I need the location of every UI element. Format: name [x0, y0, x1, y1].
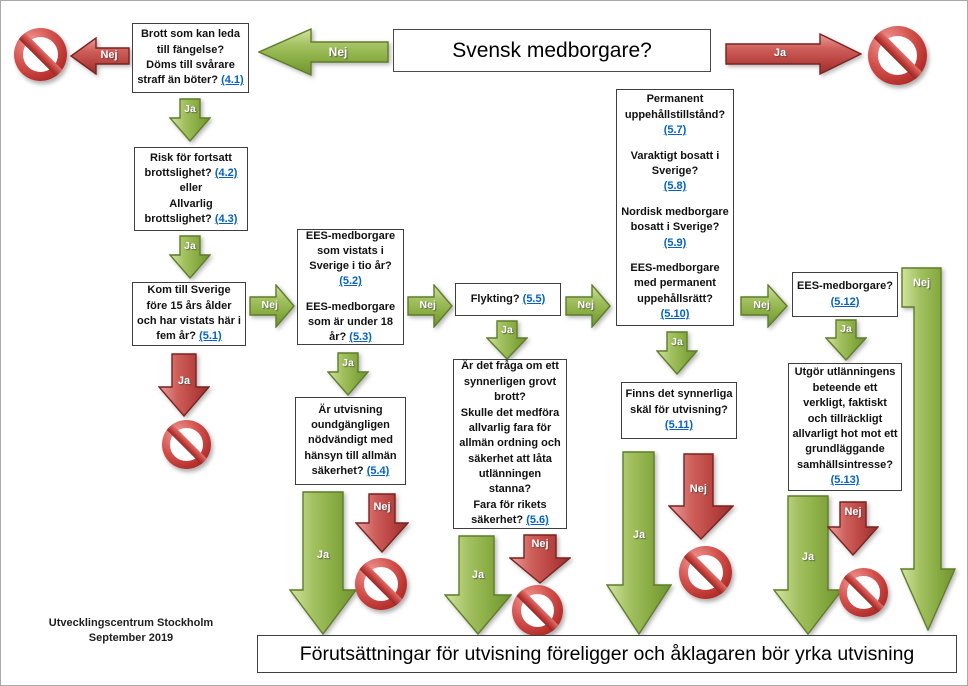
arrow-shape: [355, 493, 409, 553]
no-entry-icon: [162, 420, 211, 469]
question-text: EES-medborgare som vistats i Sverige i tio år?: [305, 229, 396, 273]
question-text: Döms till svårare straff än böter?: [137, 59, 235, 87]
credit-line-1: Utvecklingscentrum Stockholm: [48, 617, 214, 629]
arrow-shape: [509, 534, 571, 584]
arrow-shape: [900, 267, 957, 631]
question-text: EES-medborgare?: [797, 280, 893, 293]
question-text: Finns det synnerliga skäl för utvisning?: [625, 388, 733, 416]
ref-link-5-7[interactable]: (5.7): [663, 124, 687, 137]
question-text: Skulle det medföra allvarlig fara för allmän ordning och säkerhet att låta utlänningen stanna?: [459, 406, 561, 496]
arrow-label: Nej: [531, 538, 549, 550]
question-text: Brott som kan leda till fängelse?: [140, 28, 241, 56]
arrow-label: Ja: [501, 324, 513, 336]
question-box-4-2-4-3: [134, 147, 248, 231]
arrow-shape: [327, 352, 369, 396]
arrow-label: Ja: [316, 549, 330, 561]
question-text: Är utvisning oundgängligen nödvändigt med hänsyn till allmän säkerhet?: [304, 403, 397, 478]
question-text: Fara för rikets säkerhet?: [471, 498, 547, 527]
ref-link-5-3[interactable]: (5.3): [349, 330, 372, 343]
arrow-label: Ja: [632, 529, 646, 541]
no-entry-icon: [512, 585, 563, 636]
ref-link-5-6[interactable]: (5.6): [526, 514, 549, 527]
arrow-label: Ja: [840, 323, 852, 335]
question-text: [796, 279, 894, 310]
arrow-nej-57-to-512: [740, 284, 788, 328]
question-text: [625, 387, 733, 433]
arrow-label: Ja: [342, 357, 354, 369]
arrow-shape: [158, 353, 210, 417]
arrow-nej-to-stop-left: [70, 37, 130, 75]
arrow-shape: [249, 284, 295, 328]
arrow-label: Ja: [773, 47, 787, 59]
arrow-ja-55-to-56: [486, 320, 528, 360]
arrow-nej-51-to-52: [249, 284, 295, 328]
arrow-nej-52-to-55: [407, 284, 453, 328]
ref-link-4-1[interactable]: (4.1): [221, 74, 244, 87]
arrow-ja-56-to-outcome: [444, 535, 512, 635]
arrow-label: Ja: [184, 240, 196, 252]
arrow-shape: [444, 535, 512, 635]
arrow-shape: [827, 501, 879, 556]
question-text: Permanent uppehållstillstånd?: [624, 93, 726, 121]
ref-link-5-5[interactable]: (5.5): [522, 292, 546, 305]
arrow-shape: [565, 284, 611, 328]
question-text: Utgör utlänningens beteende ett verkligt, faktiskt och tillräckligt allvarligt hot mot ett grundläggande samhällsintresse?: [792, 366, 898, 471]
question-text: [301, 300, 400, 346]
arrow-shape: [606, 451, 672, 635]
arrow-shape: [70, 37, 130, 75]
arrow-label: Nej: [577, 299, 594, 311]
question-box-5-11: [621, 382, 737, 439]
question-text: Kom till Sverige före 15 års ålder och har vistats här i fem år?: [137, 284, 241, 343]
ref-link-5-4[interactable]: (5.4): [366, 465, 390, 478]
arrow-shape: [825, 319, 867, 361]
question-box-5-13: [788, 363, 902, 491]
question-text: [136, 283, 242, 345]
arrow-nej-56-to-stop: [509, 534, 571, 584]
question-text: [792, 365, 898, 488]
title-box: [393, 29, 711, 72]
question-text: [138, 197, 244, 228]
arrow-label: Ja: [671, 336, 683, 348]
question-text: [136, 58, 245, 89]
question-text: Flykting?: [470, 292, 520, 305]
question-conjunction: eller: [179, 182, 203, 195]
arrow-ja-42-to-51: [169, 235, 211, 279]
arrow-nej-54-to-stop: [355, 493, 409, 553]
arrow-label: Nej: [419, 299, 436, 311]
arrow-nej-55-to-57: [565, 284, 611, 328]
arrow-label: Nej: [328, 45, 348, 59]
question-text: [301, 229, 400, 290]
arrow-ja-41-to-42: [169, 98, 211, 142]
arrow-shape: [169, 98, 211, 142]
no-entry-icon: [14, 28, 67, 81]
question-text: EES-medborgare med permanent uppehållsrätt?: [630, 261, 720, 305]
question-text: Risk för fortsatt brottslighet?: [144, 151, 232, 179]
question-text: EES-medborgare som är under 18 år?: [305, 300, 396, 343]
ref-link-5-11[interactable]: (5.11): [664, 419, 694, 432]
arrow-ja-to-stop-right: [725, 33, 862, 75]
ref-link-5-12[interactable]: (5.12): [830, 295, 860, 308]
arrow-label: Nej: [844, 506, 862, 518]
ref-link-5-2[interactable]: (5.2): [339, 275, 362, 288]
question-text: [620, 92, 730, 138]
question-text: [299, 403, 402, 480]
question-text: [457, 498, 563, 529]
ref-link-5-10[interactable]: (5.10): [660, 308, 690, 321]
arrow-shape: [258, 28, 389, 76]
credit-note: [41, 616, 221, 646]
arrow-label: Nej: [753, 299, 770, 311]
arrow-nej-513-to-stop: [827, 501, 879, 556]
arrow-label: Nej: [261, 299, 278, 311]
question-text: Nordisk medborgare bosatt i Sverige?: [621, 205, 729, 234]
outcome-box: [257, 635, 957, 673]
arrow-label: Nej: [689, 483, 707, 495]
arrow-label: Ja: [801, 551, 815, 563]
question-text: Allvarlig brottslighet?: [144, 197, 213, 226]
arrow-label: Nej: [100, 49, 118, 61]
question-box-5-4: [295, 397, 406, 485]
arrow-nej-511-to-stop: [668, 453, 734, 540]
credit-line-2: September 2019: [88, 631, 174, 644]
question-box-5-2-5-3: [297, 229, 404, 345]
arrow-ja-51-to-stop: [158, 353, 210, 417]
ref-link-4-2[interactable]: (4.2): [214, 166, 238, 179]
ref-link-5-13[interactable]: (5.13): [830, 474, 860, 487]
arrow-shape: [407, 284, 453, 328]
ref-link-4-3[interactable]: (4.3): [214, 213, 238, 226]
ref-link-5-1[interactable]: (5.1): [199, 330, 222, 343]
question-box-5-7-to-5-10: [616, 89, 734, 326]
question-text: [620, 205, 730, 251]
question-text: Är det fråga om ett synnerligen grovt brott?: [461, 360, 559, 404]
arrow-ja-52-to-54: [327, 352, 369, 396]
arrow-label: Ja: [184, 103, 196, 115]
ref-link-5-8[interactable]: (5.8): [663, 180, 687, 193]
arrow-shape: [289, 491, 357, 635]
arrow-shape: [740, 284, 788, 328]
arrow-shape: [725, 33, 862, 75]
no-entry-icon: [839, 568, 888, 617]
question-text: [138, 151, 244, 182]
question-box-5-12: [792, 272, 898, 317]
arrow-ja-54-to-outcome: [289, 491, 357, 635]
no-entry-icon: [355, 558, 407, 610]
arrow-nej-from-citizen: [258, 28, 389, 76]
arrow-shape: [668, 453, 734, 540]
arrow-nej-512-to-outcome: [900, 267, 957, 631]
page-title: Svensk medborgare?: [452, 38, 652, 62]
ref-link-5-9[interactable]: (5.9): [663, 236, 687, 249]
arrow-label: Nej: [912, 277, 931, 289]
question-text: [620, 149, 730, 195]
arrow-label: Ja: [471, 569, 485, 581]
arrow-ja-511-to-outcome: [606, 451, 672, 635]
arrow-ja-57-to-511: [656, 331, 698, 375]
question-text: [459, 292, 557, 307]
arrow-shape: [656, 331, 698, 375]
question-text: Varaktigt bosatt i Sverige?: [630, 149, 720, 178]
question-box-5-1: [132, 282, 246, 346]
question-box-5-5: [455, 283, 561, 316]
no-entry-icon: [679, 546, 732, 599]
arrow-shape: [486, 320, 528, 360]
arrow-ja-512-to-513: [825, 319, 867, 361]
no-entry-icon: [868, 26, 927, 85]
outcome-text: Förutsättningar för utvisning föreligger och åklagaren bör yrka utvisning: [299, 642, 915, 665]
question-box-5-6: [453, 359, 567, 529]
arrow-shape: [169, 235, 211, 279]
question-text: [620, 261, 730, 323]
arrow-label: Nej: [373, 501, 391, 513]
question-box-4-1: [132, 23, 249, 93]
arrow-label: Ja: [177, 375, 191, 387]
